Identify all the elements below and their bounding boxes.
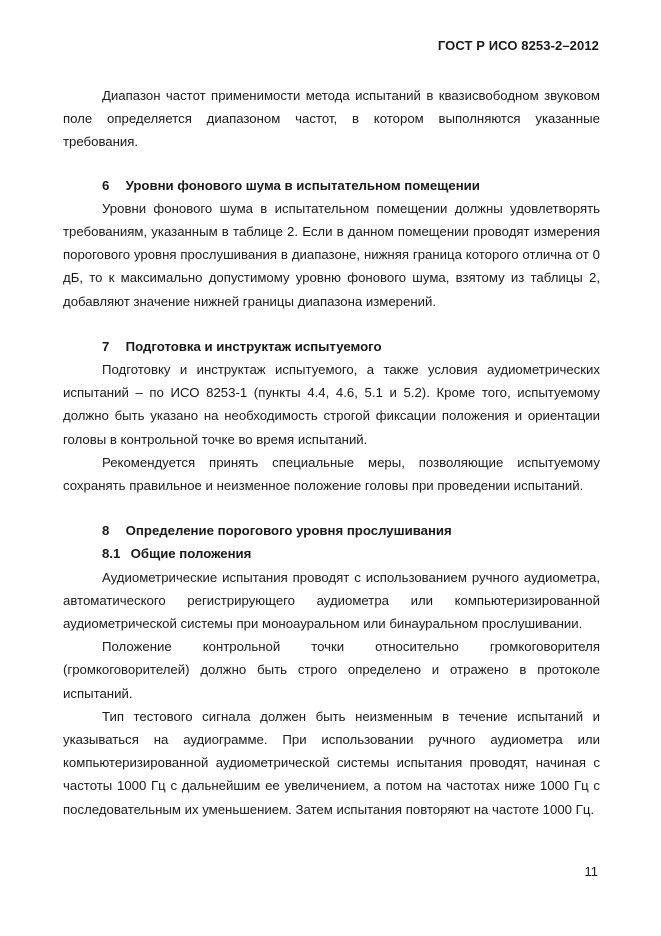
section-6-paragraph-1: Уровни фонового шума в испытательном помещении должны удовлетворять требованиям, указанным в таблице 2. Если в данном помещении проводят измерения порогового уровня прослушивания в диапазоне, нижняя граница которого отлична от 0 дБ, то к максимально допустимому уровню фонового шума, взятому из таблицы 2, добавляют значение нижней границы диапазона измерений. [63, 200, 600, 309]
section-title: Определение порогового уровня прослушивания [125, 523, 452, 539]
section-8-1-paragraph-3: Тип тестового сигнала должен быть неизменным в течение испытаний и указываться на аудиограмме. При использовании ручного аудиометра или компьютеризированной аудиометрической системы испытания проводят, начиная с частоты 1000 Гц с дальнейшим ее увеличением, а потом на частотах ниже 1000 Гц с последовательным их уменьшением. Затем испытания повторяют на частоте 1000 Гц. [63, 708, 600, 817]
section-8-1-heading [63, 542, 600, 565]
section-number: 6 [102, 177, 110, 193]
spacer [63, 497, 600, 519]
section-6-heading [63, 174, 600, 197]
page-number: 11 [584, 864, 598, 879]
document-body [63, 84, 600, 821]
section-7-heading [63, 335, 600, 358]
section-title: Подготовка и инструктаж испытуемого [125, 338, 382, 354]
section-title: Общие положения [130, 546, 252, 562]
section-number: 7 [102, 338, 110, 354]
section-number: 8 [102, 523, 110, 539]
section-8-1-paragraph-1: Аудиометрические испытания проводят с использованием ручного аудиометра, автоматического регистрирующего аудиометра или компьютеризированной аудиометрической системы при моноауральном или бинауральном прослушивании. [63, 569, 600, 632]
section-8-1-paragraph-2: Положение контрольной точки относительно громкоговорителя (громкоговорителей) должно быть строго определено и отражено в протоколе испытаний. [63, 639, 600, 701]
spacer [63, 313, 600, 335]
spacer [63, 154, 600, 174]
section-8-heading [63, 519, 600, 542]
section-title: Уровни фонового шума в испытательном помещении [125, 177, 480, 193]
section-7-paragraph-2: Рекомендуется принять специальные меры, позволяющие испытуемому сохранять правильное и неизменное положение головы при проведении испытаний. [63, 454, 600, 494]
section-number: 8.1 [102, 546, 121, 562]
paragraph-intro: Диапазон частот применимости метода испытаний в квазисвободном звуковом поле определяется диапазоном частот, в котором выполняются указанные требования. [63, 88, 600, 150]
section-7-paragraph-1: Подготовку и инструктаж испытуемого, а также условия аудиометрических испытаний – по ИСО 8253-1 (пункты 4.4, 4.6, 5.1 и 5.2). Кроме того, испытуемому должно быть указано на необходимость строгой фиксации положения и ориентации головы в контрольной точке во время испытаний. [63, 362, 600, 447]
document-header: ГОСТ Р ИСО 8253-2–2012 [437, 38, 599, 53]
